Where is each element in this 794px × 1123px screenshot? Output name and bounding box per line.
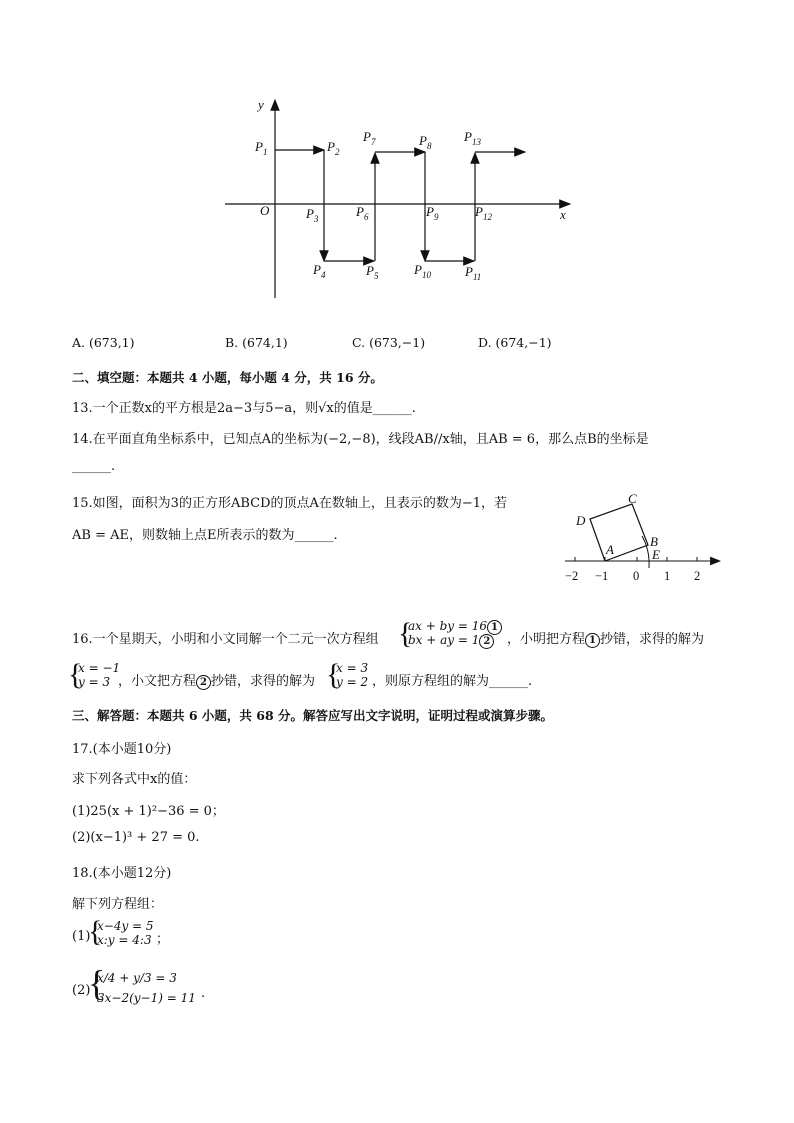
q16-sol2-y: y = 2 xyxy=(336,675,369,689)
q16-sol2-brace: { xyxy=(326,658,341,691)
q17-prompt: 求下列各式中x的值： xyxy=(72,772,197,787)
vertex-labels xyxy=(575,491,660,562)
q16-line1-tail xyxy=(507,628,704,648)
circle-mark-1b: 1 xyxy=(585,633,600,648)
label-p3: $P_3$ xyxy=(306,206,319,224)
q16-middle: ，小明把方程 xyxy=(507,632,586,647)
tick-0: 0 xyxy=(633,569,640,583)
q18-p2-label: (2) xyxy=(72,983,91,998)
q16-prefix: 16.一个星期天，小明和小文同解一个二元一次方程组 xyxy=(72,632,379,647)
origin-label: O xyxy=(260,203,270,218)
q18-p2-eq1: x/4 + y/3 = 3 xyxy=(97,971,177,985)
label-p5: $P_5$ xyxy=(366,263,379,281)
label-c: C xyxy=(628,491,637,506)
q18-p1-eq2: x:y = 4:3 xyxy=(97,933,152,947)
q17-part1: (1)25(x + 1)²−36 = 0； xyxy=(72,804,225,819)
q18-p1-eq1: x−4y = 5 xyxy=(97,919,154,933)
tick-labels xyxy=(565,569,700,583)
option-c: C. (673,−1) xyxy=(352,335,426,350)
square-abcd xyxy=(590,504,648,561)
q13-text: 13.一个正数x的平方根是2a−3与5−a，则√x的值是______. xyxy=(72,401,416,416)
q17-title: 17.(本小题10分) xyxy=(72,742,172,757)
q16-eq2-row xyxy=(408,634,494,649)
point-labels xyxy=(254,129,492,282)
square-numberline-figure xyxy=(560,488,730,588)
q18-p1-end: ； xyxy=(156,932,170,947)
section2-header: 二、填空题：本题共 4 小题，每小题 4 分，共 16 分。 xyxy=(72,370,383,385)
q16-sol1-x: x = −1 xyxy=(78,661,121,675)
q16-part2c: ，则原方程组的解为______. xyxy=(372,674,533,689)
section3-header: 三、解答题：本题共 6 小题，共 68 分。解答应写出文字说明，证明过程或演算步骤。 xyxy=(72,708,554,723)
q18-p1-label: (1) xyxy=(72,929,91,944)
q14-line1: 14.在平面直角坐标系中，已知点A的坐标为(−2,−8)，线段AB//x轴，且AB = 6，那么点B的坐标是 xyxy=(72,432,649,447)
option-b: B. (674,1) xyxy=(225,335,288,350)
q18-title: 18.(本小题12分) xyxy=(72,866,172,881)
q16-tail1: 抄错，求得的解为 xyxy=(600,632,705,647)
q16-sol2-x: x = 3 xyxy=(336,661,369,675)
q16-sol1-y: y = 3 xyxy=(78,675,111,689)
label-p10: $P_{10}$ xyxy=(414,262,431,280)
option-d: D. (674,−1) xyxy=(478,335,552,350)
q16-part2b: 抄错，求得的解为 xyxy=(211,674,316,689)
option-a: A. (673,1) xyxy=(72,335,135,350)
label-p6: $P_6$ xyxy=(356,204,369,222)
q14-line2: ______. xyxy=(72,459,116,474)
q17-part2: (2)(x−1)³ + 27 = 0. xyxy=(72,830,200,845)
tick-minus-2: −2 xyxy=(565,569,579,583)
label-b: B xyxy=(650,534,658,549)
circle-mark-2b: 2 xyxy=(196,675,211,690)
tick-1: 1 xyxy=(664,569,671,583)
label-p12: $P_{12}$ xyxy=(475,204,492,222)
coordinate-path-figure xyxy=(220,95,580,305)
q18-p1-brace: { xyxy=(88,915,103,948)
arc-be xyxy=(642,536,649,568)
q16-eq1: ax + by = 16 xyxy=(408,619,488,633)
y-axis-label: y xyxy=(258,97,264,112)
label-p4: $P_4$ xyxy=(313,262,326,280)
q16-eq2: bx + ay = 1 xyxy=(408,633,480,647)
circle-mark-2: 2 xyxy=(479,634,494,649)
label-a: A xyxy=(606,542,614,557)
label-p8: $P_8$ xyxy=(419,133,432,151)
label-p2: $P_2$ xyxy=(327,139,340,157)
tick-minus-1: −1 xyxy=(595,569,609,583)
x-axis-label: x xyxy=(560,207,566,222)
q18-p2-eq2: 3x−2(y−1) = 11 xyxy=(97,991,196,1005)
q18-prompt: 解下列方程组： xyxy=(72,897,164,912)
circle-mark-1: 1 xyxy=(487,620,502,635)
q16-part2a: ，小文把方程 xyxy=(118,674,197,689)
label-p9: $P_9$ xyxy=(426,204,439,222)
q15-line1: 15.如图，面积为3的正方形ABCD的顶点A在数轴上，且表示的数为−1，若 xyxy=(72,496,508,511)
tick-marks xyxy=(575,557,697,561)
label-p7: $P_7$ xyxy=(363,129,376,147)
q16-line2-mid xyxy=(118,670,315,690)
label-d: D xyxy=(576,513,586,528)
label-e: E xyxy=(652,547,660,562)
q16-sol1-brace: { xyxy=(68,658,83,691)
q18-p2-brace: { xyxy=(88,963,106,1003)
label-p13: $P_{13}$ xyxy=(464,129,481,147)
q18-p2-end: . xyxy=(201,986,206,1001)
label-p1: $P_1$ xyxy=(255,139,268,157)
q15-line2: AB = AE，则数轴上点E所表示的数为______. xyxy=(72,528,338,543)
q16-brace: { xyxy=(398,617,413,650)
label-p11: $P_{11}$ xyxy=(465,264,482,282)
tick-2: 2 xyxy=(694,569,701,583)
